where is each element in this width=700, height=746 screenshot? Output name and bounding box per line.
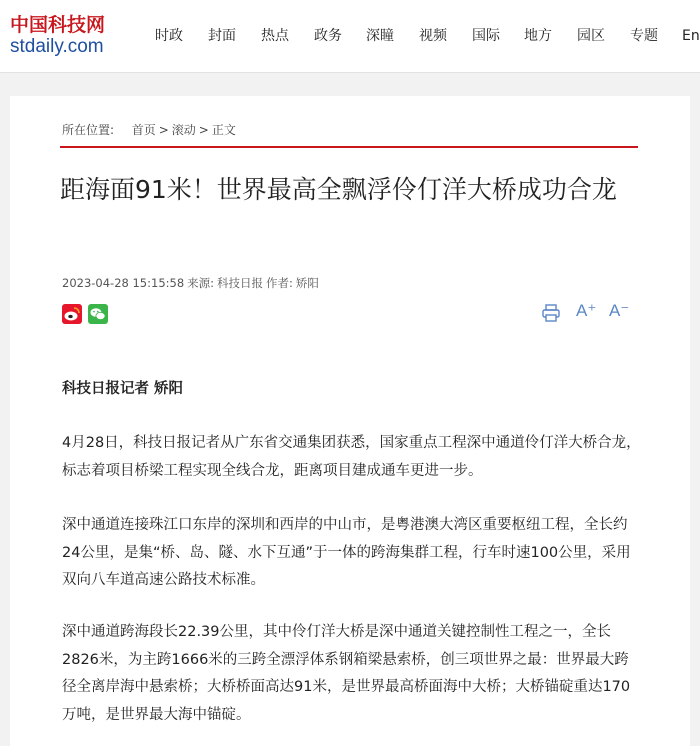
nav-item-cover[interactable]: 封面 xyxy=(208,28,236,44)
logo-english: stdaily.com xyxy=(10,36,104,57)
breadcrumb-scroll[interactable]: 滚动 xyxy=(171,123,196,137)
weibo-icon xyxy=(62,304,82,324)
article-paragraph-3: 深中通道跨海段长22.39公里，其中伶仃洋大桥是深中通道关键控制性工程之一，全长2826米，为主跨1666米的三跨全漂浮体系钢箱梁悬索桥，创三项世界之最：世界最大跨径全离岸海中悬索桥；大桥桥面高达91米，是世界最高桥面海中大桥；大桥锚碇重达170万吨，是世界最大海中锚碇。 xyxy=(62,624,631,723)
nav-item-english[interactable]: En xyxy=(682,28,700,44)
article-card xyxy=(10,96,690,746)
nav-item-politics[interactable]: 时政 xyxy=(155,28,183,44)
nav-item-topics[interactable]: 专题 xyxy=(630,28,658,44)
nav-item-government[interactable]: 政务 xyxy=(314,28,342,44)
article-paragraph-2: 深中通道连接珠江口东岸的深圳和西岸的中山市，是粤港澳大湾区重要枢纽工程，全长约24公里，是集“桥、岛、隧、水下互通”于一体的跨海集群工程，行车时速100公里，采用双向八车道高速公路技术标准。 xyxy=(62,517,631,588)
breadcrumb-current: 正文 xyxy=(211,123,236,137)
author-label: 作者: xyxy=(266,276,293,290)
nav-item-local[interactable]: 地方 xyxy=(524,28,552,44)
logo-chinese: 中国科技网 xyxy=(10,14,106,36)
wechat-icon xyxy=(88,304,108,324)
article-title: 距海面91米！世界最高全飘浮伶仃洋大桥成功合龙 xyxy=(60,175,617,204)
article-meta xyxy=(62,275,322,291)
author-value: 矫阳 xyxy=(295,276,319,290)
source-value: 科技日报 xyxy=(217,276,264,290)
nav-item-insight[interactable]: 深瞳 xyxy=(366,28,394,44)
print-icon xyxy=(541,303,561,323)
breadcrumb-separator: > xyxy=(198,123,209,137)
weibo-share-button[interactable] xyxy=(62,304,82,324)
nav-item-international[interactable]: 国际 xyxy=(472,28,500,44)
nav-item-hot[interactable]: 热点 xyxy=(261,28,289,44)
breadcrumb-prefix: 所在位置: xyxy=(62,123,115,137)
source-label: 来源: xyxy=(187,276,215,290)
top-navbar xyxy=(0,0,700,73)
nav-item-park[interactable]: 园区 xyxy=(577,28,605,44)
wechat-share-button[interactable] xyxy=(88,304,108,324)
font-decrease-button[interactable]: A⁻ xyxy=(609,301,630,320)
title-divider xyxy=(60,146,638,148)
print-button[interactable] xyxy=(541,300,561,322)
font-increase-button[interactable]: A⁺ xyxy=(576,301,597,320)
breadcrumb-separator: > xyxy=(158,123,169,137)
nav-item-video[interactable]: 视频 xyxy=(419,28,447,44)
article-paragraph-1: 4月28日，科技日报记者从广东省交通集团获悉，国家重点工程深中通道伶仃洋大桥合龙，标志着项目桥梁工程实现全线合龙，距离项目建成通车更进一步。 xyxy=(62,435,641,479)
main-nav xyxy=(0,0,700,72)
breadcrumb xyxy=(62,122,236,138)
reporter-byline: 科技日报记者 矫阳 xyxy=(62,381,184,397)
breadcrumb-home[interactable]: 首页 xyxy=(131,123,156,137)
publish-date: 2023-04-28 15:15:58 xyxy=(62,276,185,290)
